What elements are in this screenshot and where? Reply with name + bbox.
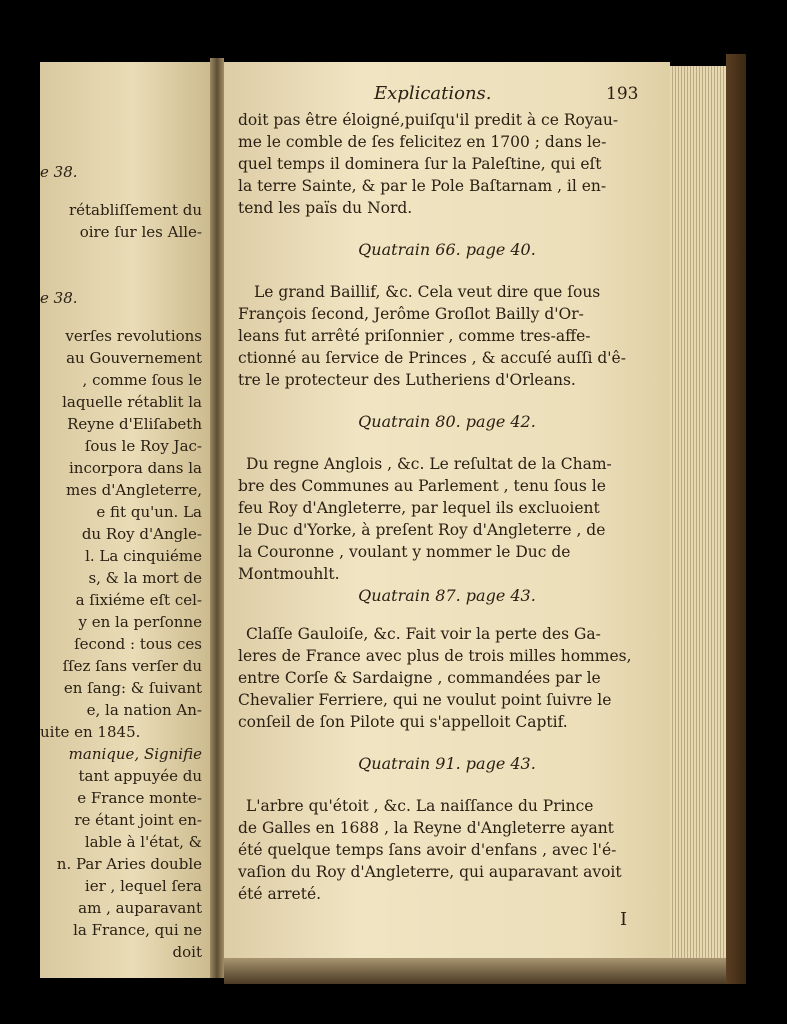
left-line: y en la perſonne xyxy=(78,613,202,631)
left-line: ſſez ſans verſer du xyxy=(62,657,202,675)
text-line: François ſecond, Jerôme Groſlot Bailly d'Or- xyxy=(238,305,584,323)
left-line: , comme ſous le xyxy=(82,371,202,389)
left-line: s, & la mort de xyxy=(88,569,202,587)
book-gutter xyxy=(210,58,224,978)
book-bottom-edge xyxy=(224,958,726,984)
left-line: du Roy d'Angle- xyxy=(81,525,202,543)
text-line: feu Roy d'Angleterre, par lequel ils excluoient xyxy=(238,499,600,517)
book-cover-edge xyxy=(726,54,746,984)
left-line: ſous le Roy Jac- xyxy=(84,437,202,455)
left-line: e 38. xyxy=(40,289,78,307)
left-line: e fit qu'un. La xyxy=(96,503,202,521)
text-line: été arreté. xyxy=(238,885,322,903)
left-line: au Gouvernement xyxy=(66,349,202,367)
text-line: Montmouhlt. xyxy=(238,565,340,583)
running-header: Explications. xyxy=(374,83,492,104)
text-line: de Galles en 1688 , la Reyne d'Angleterre ayant xyxy=(238,819,614,837)
left-line: l. La cinquiéme xyxy=(85,547,202,565)
left-line: oire ſur les Alle- xyxy=(79,223,202,241)
right-page xyxy=(224,62,670,958)
left-line: laquelle rétablit la xyxy=(62,393,202,411)
text-line: tre le protecteur des Lutheriens d'Orleans. xyxy=(238,371,576,389)
left-line: uite en 1845. xyxy=(40,723,141,741)
left-line: am , auparavant xyxy=(78,899,202,917)
section-heading: Quatrain 87. page 43. xyxy=(358,586,536,605)
page-number: 193 xyxy=(606,84,639,104)
left-line: doit xyxy=(172,943,202,961)
text-line: bre des Communes au Parlement , tenu ſous le xyxy=(238,477,606,495)
open-book xyxy=(40,42,746,986)
text-line: ctionné au ſervice de Princes , & accuſé auſſi d'ê- xyxy=(238,349,626,367)
left-line: manique, Signifie xyxy=(68,745,202,763)
text-line: L'arbre qu'étoit , &c. La naiſſance du Prince xyxy=(246,797,594,815)
left-line: re étant joint en- xyxy=(74,811,202,829)
left-line: la France, qui ne xyxy=(73,921,202,939)
left-line: verſes revolutions xyxy=(65,327,202,345)
text-line: Chevalier Ferriere, qui ne voulut point ſuivre le xyxy=(238,691,612,709)
left-line: a ſixiéme eſt cel- xyxy=(75,591,202,609)
text-line: quel temps il dominera ſur la Paleſtine, qui eſt xyxy=(238,155,602,173)
text-line: Le grand Baillif, &c. Cela veut dire que ſous xyxy=(254,283,601,301)
text-line: Claſſe Gauloiſe, &c. Fait voir la perte des Ga- xyxy=(246,625,601,643)
left-line: ier , lequel ſera xyxy=(84,877,202,895)
text-line: Du regne Anglois , &c. Le reſultat de la Cham- xyxy=(246,455,612,473)
left-line: incorpora dans la xyxy=(69,459,202,477)
left-line: e France monte- xyxy=(77,789,202,807)
left-line: lable à l'état, & xyxy=(84,833,202,851)
text-line: entre Corſe & Sardaigne , commandées par le xyxy=(238,669,601,687)
left-line: tant appuyée du xyxy=(78,767,202,785)
left-line: Reyne d'Eliſabeth xyxy=(67,415,202,433)
left-line: n. Par Aries double xyxy=(56,855,202,873)
left-line: e, la nation An- xyxy=(86,701,202,719)
text-line: leans fut arrêté priſonnier , comme tres-affe- xyxy=(238,327,591,345)
text-line: doit pas être éloigné,puiſqu'il predit à ce Royau- xyxy=(238,111,619,129)
text-line: été quelque temps ſans avoir d'enfans , avec l'é- xyxy=(238,841,617,859)
left-line: mes d'Angleterre, xyxy=(66,481,202,499)
text-line: me le comble de ſes felicitez en 1700 ; dans le- xyxy=(238,133,607,151)
section-heading: Quatrain 80. page 42. xyxy=(358,412,536,431)
text-line: vaſion du Roy d'Angleterre, qui auparavant avoit xyxy=(238,863,622,881)
left-page xyxy=(40,62,210,978)
text-line: conſeil de ſon Pilote qui s'appelloit Captif. xyxy=(238,713,568,731)
signature-mark: I xyxy=(620,909,628,930)
text-line: leres de France avec plus de trois milles hommes, xyxy=(238,647,632,665)
text-line: tend les païs du Nord. xyxy=(238,199,413,217)
section-heading: Quatrain 66. page 40. xyxy=(358,240,536,259)
left-line: ſecond : tous ces xyxy=(74,635,202,653)
text-line: la terre Sainte, & par le Pole Baſtarnam , il en- xyxy=(238,177,607,195)
left-line: en ſang: & ſuivant xyxy=(63,679,202,697)
page-edges xyxy=(670,66,726,958)
text-line: le Duc d'Yorke, à preſent Roy d'Angleterre , de xyxy=(238,521,606,539)
left-line: rétabliſſement du xyxy=(68,201,202,219)
text-line: la Couronne , voulant y nommer le Duc de xyxy=(238,543,571,561)
left-line: e 38. xyxy=(40,163,78,181)
section-heading: Quatrain 91. page 43. xyxy=(358,754,536,773)
